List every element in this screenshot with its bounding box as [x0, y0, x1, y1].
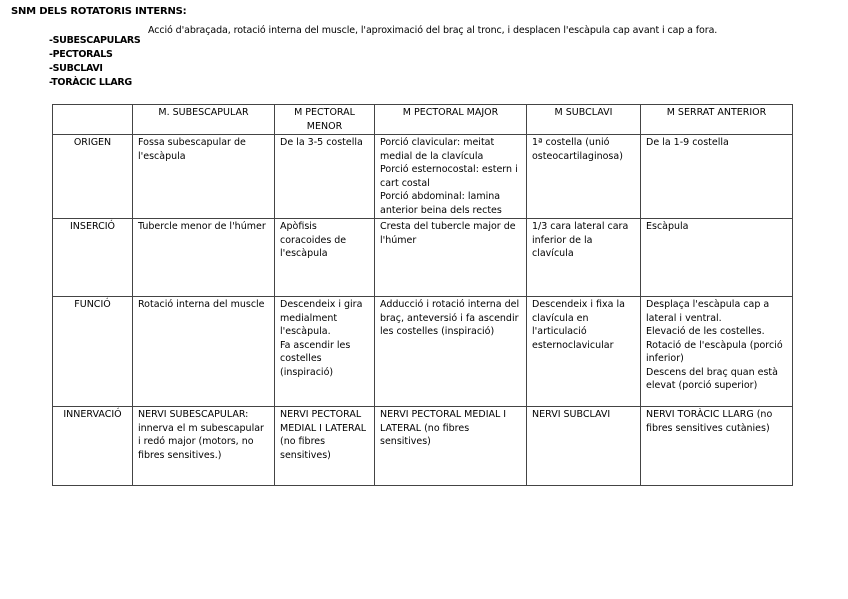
row-header: FUNCIÓ [53, 297, 133, 407]
muscle-list-item: -TORÀCIC LLARG [49, 77, 132, 88]
table-cell [641, 219, 793, 297]
column-header: M. SUBESCAPULAR [133, 105, 275, 135]
cell-text: Porció clavicular: meitat medial de la clavícula [380, 137, 495, 162]
table-cell [375, 407, 527, 486]
row-header: INSERCIÓ [53, 219, 133, 297]
table-cell [275, 135, 375, 219]
table-cell [275, 407, 375, 486]
table-row [53, 219, 793, 297]
cell-text: Cresta del tubercle major de l'húmer [380, 221, 516, 246]
row-header: INNERVACIÓ [53, 407, 133, 486]
table-row [53, 297, 793, 407]
cell-text: Porció esternocostal: estern i cart costal [380, 164, 518, 189]
cell-text: Descens del braç quan està elevat (porció superior) [646, 366, 778, 391]
cell-text: Rotació interna del muscle [138, 299, 265, 310]
table-cell [275, 297, 375, 407]
table-cell [641, 407, 793, 486]
cell-text: Descendeix i gira medialment l'escàpula. [280, 299, 363, 337]
cell-text: NERVI SUBESCAPULAR: innerva el m subescapular i redó major (motors, no fibres sensitives.) [138, 409, 264, 461]
cell-text: Escàpula [646, 221, 689, 232]
table-cell [375, 297, 527, 407]
muscle-list-item: -SUBCLAVI [49, 63, 103, 74]
muscle-list-item: -PECTORALS [49, 49, 113, 60]
table-corner-cell [53, 105, 133, 135]
cell-text: Adducció i rotació interna del braç, anteversió i fa ascendir les costelles (inspiració) [380, 299, 520, 337]
cell-text: Fossa subescapular de l'escàpula [138, 137, 246, 162]
cell-text: Descendeix i fixa la clavícula en l'articulació esternoclavicular [532, 299, 625, 351]
muscle-list [49, 34, 140, 90]
muscle-table [52, 104, 793, 486]
table-cell [133, 297, 275, 407]
table-row [53, 135, 793, 219]
muscle-list-item: -SUBESCAPULARS [49, 35, 141, 46]
table-row [53, 407, 793, 486]
cell-text: NERVI PECTORAL MEDIAL I LATERAL [280, 409, 367, 434]
table-cell [133, 135, 275, 219]
table-cell [641, 297, 793, 407]
cell-text: Elevació de les costelles. [646, 326, 765, 337]
cell-text: De la 3-5 costella [280, 137, 363, 148]
table-header-row [53, 105, 793, 135]
cell-text: Fa ascendir les costelles (inspiració) [280, 339, 351, 378]
cell-text: Porció abdominal: lamina anterior beina dels rectes [380, 191, 502, 216]
table-cell [375, 219, 527, 297]
column-header: M PECTORAL MENOR [275, 105, 375, 135]
table-cell [133, 407, 275, 486]
table-cell [641, 135, 793, 219]
column-header: M PECTORAL MAJOR [375, 105, 527, 135]
table-cell [527, 219, 641, 297]
cell-text: 1/3 cara lateral cara inferior de la clavícula [532, 221, 629, 259]
document-title: SNM DELS ROTATORIS INTERNS: [11, 6, 187, 17]
cell-text: De la 1-9 costella [646, 137, 729, 148]
cell-text: Tubercle menor de l'húmer [138, 221, 266, 232]
intro-paragraph: Acció d'abraçada, rotació interna del muscle, l'aproximació del braç al tronc, i desplacen l'escàpula cap avant i cap a fora. [148, 25, 718, 36]
table-cell [527, 135, 641, 219]
cell-text: Rotació de l'escàpula (porció inferior) [646, 339, 783, 364]
table-cell [527, 407, 641, 486]
table-cell [527, 297, 641, 407]
cell-text: NERVI TORÀCIC LLARG (no fibres sensitives cutànies) [646, 409, 773, 434]
cell-text: NERVI SUBCLAVI [532, 409, 611, 420]
row-header: ORIGEN [53, 135, 133, 219]
column-header: M SUBCLAVI [527, 105, 641, 135]
cell-text: Desplaça l'escàpula cap a lateral i ventral. [646, 299, 770, 324]
table-cell [133, 219, 275, 297]
cell-text: 1ª costella (unió osteocartilaginosa) [532, 137, 623, 162]
column-header: M SERRAT ANTERIOR [641, 105, 793, 135]
cell-text: (no fibres sensitives) [280, 436, 331, 461]
cell-text: NERVI PECTORAL MEDIAL I LATERAL (no fibres sensitives) [380, 409, 507, 447]
table-cell [375, 135, 527, 219]
table-cell [275, 219, 375, 297]
cell-text: Apòfisis coracoides de l'escàpula [280, 221, 347, 259]
